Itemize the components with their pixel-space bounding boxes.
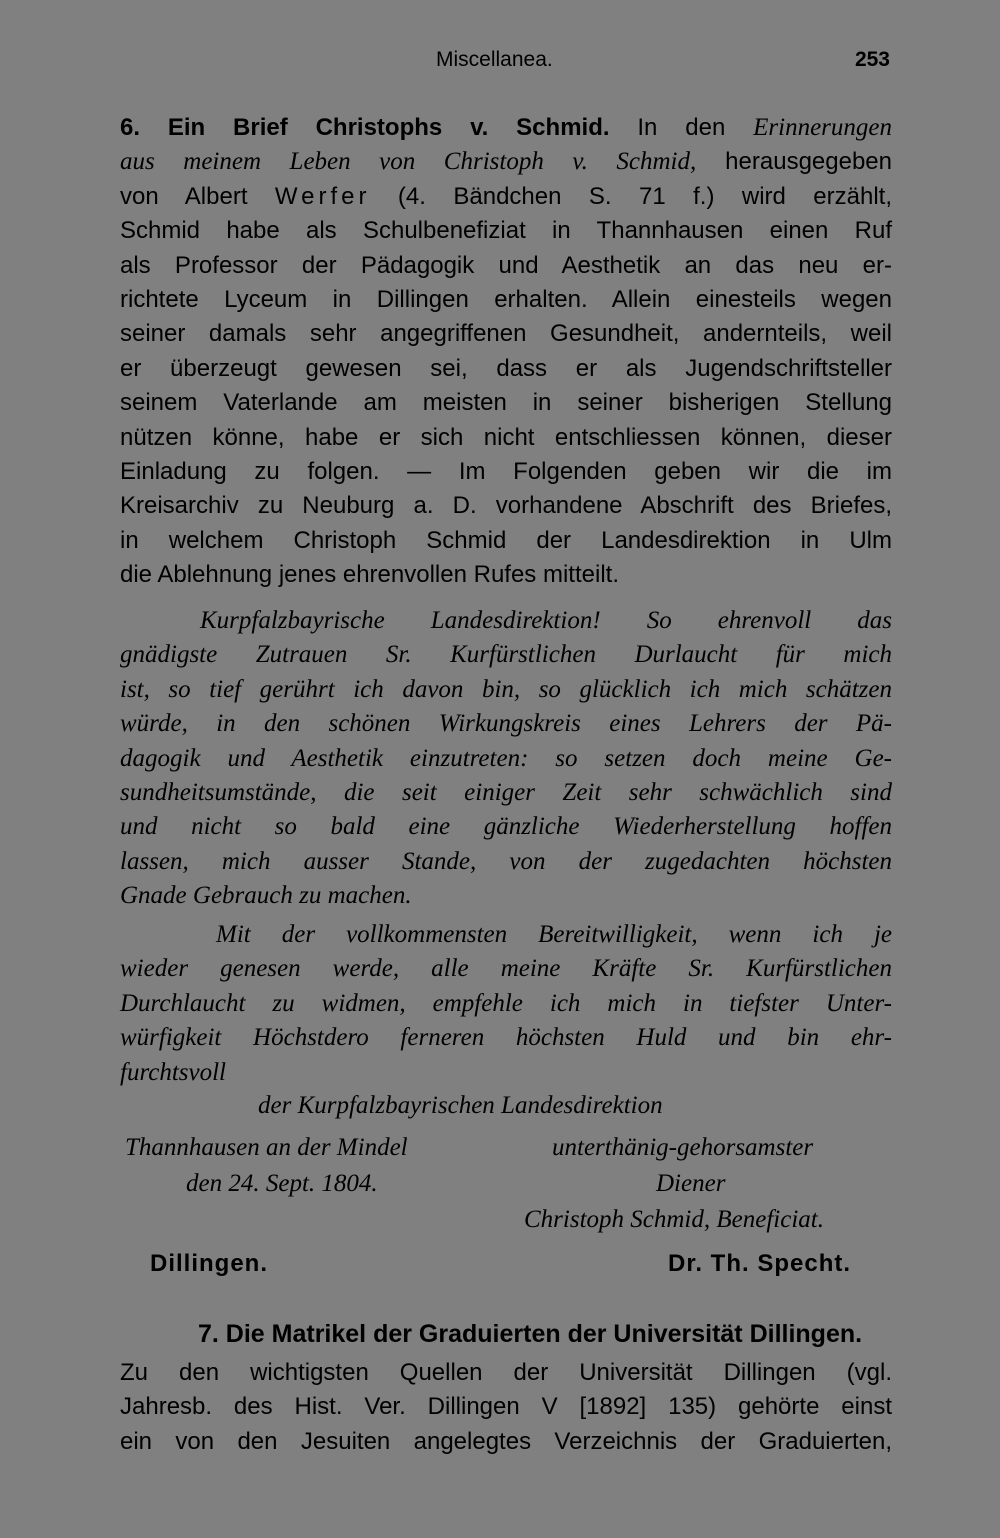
- letter-line: Gnade Gebrauch zu machen.: [120, 882, 412, 910]
- section-6-heading: 6. Ein Brief Christophs v. Schmid.: [120, 114, 610, 141]
- section-7: [120, 1356, 892, 1459]
- letter-line: furchtsvoll: [120, 1058, 227, 1086]
- letter-paragraph-1: [120, 604, 892, 914]
- letter-signature: Christoph Schmid, Beneficiat.: [524, 1206, 824, 1233]
- letter-line: gnädigste Zutrauen Sr. Kurfürstlichen Durlaucht für mich: [120, 641, 892, 669]
- letter-subscription: unterthänig-gehorsamster: [552, 1134, 814, 1161]
- letter-date: den 24. Sept. 1804.: [186, 1170, 378, 1197]
- section-6-line: richtete Lyceum in Dillingen erhalten. Allein einesteils wegen: [120, 285, 892, 313]
- section-6-line: in welchem Christoph Schmid der Landesdirektion in Ulm: [120, 526, 892, 554]
- section-6-line: seiner damals sehr angegriffenen Gesundheit, andernteils, weil: [120, 320, 892, 348]
- section-6: [120, 111, 892, 592]
- section-7-line: ein von den Jesuiten angelegtes Verzeichnis der Graduierten,: [120, 1427, 892, 1455]
- letter-closing: der Kurpfalzbayrischen Landesdirektion: [258, 1092, 663, 1119]
- letter-line: würde, in den schönen Wirkungskreis eines Lehrers der Pä-: [120, 710, 892, 738]
- running-header-title: Miscellanea.: [436, 48, 553, 71]
- page-number: 253: [854, 48, 890, 71]
- letter-servant: Diener: [656, 1170, 726, 1197]
- section-6-line: 6. Ein Brief Christophs v. Schmid. In den Erinnerungen: [120, 114, 893, 141]
- signoff-place: Dillingen.: [150, 1250, 268, 1277]
- section-6-line: die Ablehnung jenes ehrenvollen Rufes mitteilt.: [120, 561, 619, 589]
- section-6-line: Schmid habe als Schulbenefiziat in Thannhausen einen Ruf: [120, 217, 892, 245]
- section-6-line: als Professor der Pädagogik und Aesthetik an das neu er-: [120, 251, 892, 279]
- letter-line: lassen, mich ausser Stande, von der zugedachten höchsten: [120, 847, 892, 875]
- letter-line: Kurpfalzbayrische Landesdirektion! So ehrenvoll das: [200, 607, 892, 634]
- letter-line: würfigkeit Höchstdero ferneren höchsten Huld und bin ehr-: [120, 1024, 892, 1052]
- section-7-line: Jahresb. des Hist. Ver. Dillingen V [1892] 135) gehörte einst: [120, 1393, 892, 1421]
- letter-line: und nicht so bald eine gänzliche Wiederherstellung hoffen: [120, 813, 892, 841]
- section-6-line: seinem Vaterlande am meisten in seiner bisherigen Stellung: [120, 389, 892, 417]
- letter-line: sundheitsumstände, die seit einiger Zeit sehr schwächlich sind: [120, 778, 892, 806]
- letter-line: Mit der vollkommensten Bereitwilligkeit, wenn ich je: [216, 921, 892, 948]
- section-6-line: von Albert Werfer (4. Bändchen S. 71 f.) wird erzählt,: [120, 182, 892, 210]
- letter-paragraph-2: [120, 918, 892, 1090]
- editor-name: Werfer: [274, 182, 371, 210]
- letter-line: Durchlaucht zu widmen, empfehle ich mich in tiefster Unter-: [120, 989, 892, 1017]
- section-6-line: nützen könne, habe er sich nicht entschliessen können, dieser: [120, 423, 892, 451]
- section-6-line: Kreisarchiv zu Neuburg a. D. vorhandene Abschrift des Briefes,: [120, 492, 892, 520]
- section-7-line: Zu den wichtigsten Quellen der Universität Dillingen (vgl.: [120, 1359, 892, 1386]
- signoff-author: Dr. Th. Specht.: [668, 1250, 852, 1277]
- letter-place: Thannhausen an der Mindel: [125, 1134, 408, 1161]
- letter-line: ist, so tief gerührt ich davon bin, so glücklich ich mich schätzen: [120, 675, 892, 703]
- section-7-heading: 7. Die Matrikel der Graduierten der Universität Dillingen.: [198, 1320, 863, 1348]
- letter-line: wieder genesen werde, alle meine Kräfte Sr. Kurfürstlichen: [120, 955, 892, 983]
- section-6-line: Einladung zu folgen. — Im Folgenden geben wir die im: [120, 457, 892, 485]
- section-6-line: aus meinem Leben von Christoph v. Schmid, herausgegeben: [120, 148, 893, 176]
- letter-line: dagogik und Aesthetik einzutreten: so setzen doch meine Ge-: [120, 744, 892, 772]
- section-6-line: er überzeugt gewesen sei, dass er als Jugendschriftsteller: [120, 354, 892, 382]
